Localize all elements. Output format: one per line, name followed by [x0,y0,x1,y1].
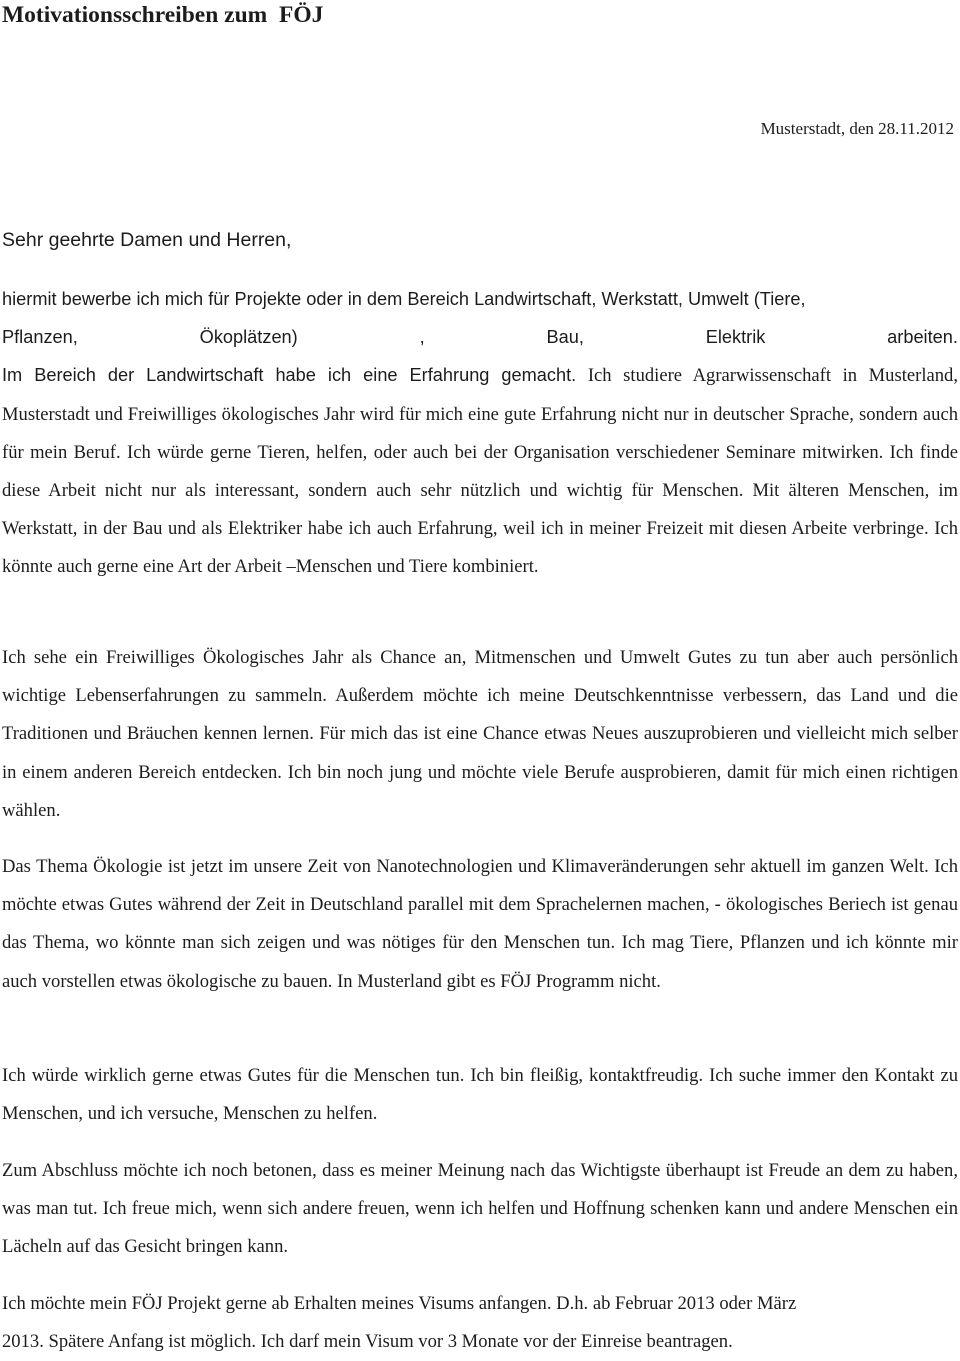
intro-line-2-word: arbeiten. [887,327,958,348]
paragraph-start-date [2,1285,958,1361]
intro-line-2-word: Elektrik [705,327,766,348]
intro-body: Ich studiere Agrarwissenschaft in Musterland, Musterstadt und Freiwilliges ökologisches Jahr wird für mich eine gute Erfahrung nicht nur in deutscher Sprache, sondern auch für mein Beruf. Ich würde gerne Tieren, helfen, oder auch bei der Organisation verschiedener Seminare mitwirken. Ich finde diese Arbeit nicht nur als interessant, sondern auch sehr nützlich und wichtig für Menschen. Mit älteren Menschen, im Werkstatt, in der Bau und als Elektriker habe ich auch Erfahrung, weil ich in meiner Freizeit mit diesen Arbeite verbringe. Ich könnte auch gerne eine Art der Arbeit –Menschen und Tiere kombiniert. [2,365,958,578]
intro-line-2-word: Pflanzen, [2,327,78,348]
paragraph-conclusion: Zum Abschluss möchte ich noch betonen, dass es meiner Meinung nach das Wichtigste überhaupt ist Freude an dem zu haben, was man tut. Ich freue mich, wenn sich andere freuen, wenn ich helfen und Hoffnung schenken kann und andere Menschen ein Lächeln auf das Gesicht bringen kann. [2,1160,958,1258]
salutation: Sehr geehrte Damen und Herren, [2,229,292,251]
letter-date: Musterstadt, den 28.11.2012 [760,119,954,138]
start-date-line-2: 2013. Spätere Anfang ist möglich. Ich darf mein Visum vor 3 Monate vor der Einreise beantragen. [2,1331,733,1353]
start-date-line-1: Ich möchte mein FÖJ Projekt gerne ab Erhalten meines Visums anfangen. D.h. ab Februar 2013 oder März [2,1293,797,1314]
intro-line-2-word: Ökoplätzen) [199,327,298,348]
paragraph-ecology: Das Thema Ökologie ist jetzt im unsere Zeit von Nanotechnologien und Klimaveränderungen sehr aktuell im ganzen Welt. Ich möchte etwas Gutes während der Zeit in Deutschland parallel mit dem Sprachelernen machen, - ökologisches Beriech ist genau das Thema, wo könnte man sich zeigen und was nötiges für den Menschen tun. Ich mag Tiere, Pflanzen und ich könnte mir auch vorstellen etwas ökologische zu bauen. In Musterland gibt es FÖJ Programm nicht. [2,856,958,992]
intro-line-2-word: , [419,327,425,348]
intro-line-2-word: Bau, [546,327,584,348]
intro-line-3: Im Bereich der Landwirtschaft habe ich eine Erfahrung gemacht. [2,365,577,386]
paragraph-intro [2,280,958,587]
intro-line-2 [2,318,958,356]
paragraph-chance: Ich sehe ein Freiwilliges Ökologisches Jahr als Chance an, Mitmenschen und Umwelt Gutes zu tun aber auch persönlich wichtige Lebenserfahrungen zu sammeln. Außerdem möchte ich meine Deutschkenntnisse verbessern, das Land und die Traditionen und Bräuchen kennen lernen. Für mich das ist eine Chance etwas Neues auszuprobieren und vielleicht mich selber in einem anderen Bereich entdecken. Ich bin noch jung und möchte viele Berufe ausprobieren, damit für mich einen richtigen wählen. [2,647,958,821]
intro-line-1: hiermit bewerbe ich mich für Projekte oder in dem Bereich Landwirtschaft, Werkstatt, Umwelt (Tiere, [2,289,806,309]
document-title: Motivationsschreiben zum FÖJ [2,2,324,28]
paragraph-helping: Ich würde wirklich gerne etwas Gutes für die Menschen tun. Ich bin fleißig, kontaktfreudig. Ich suche immer den Kontakt zu Menschen, und ich versuche, Menschen zu helfen. [2,1065,958,1125]
